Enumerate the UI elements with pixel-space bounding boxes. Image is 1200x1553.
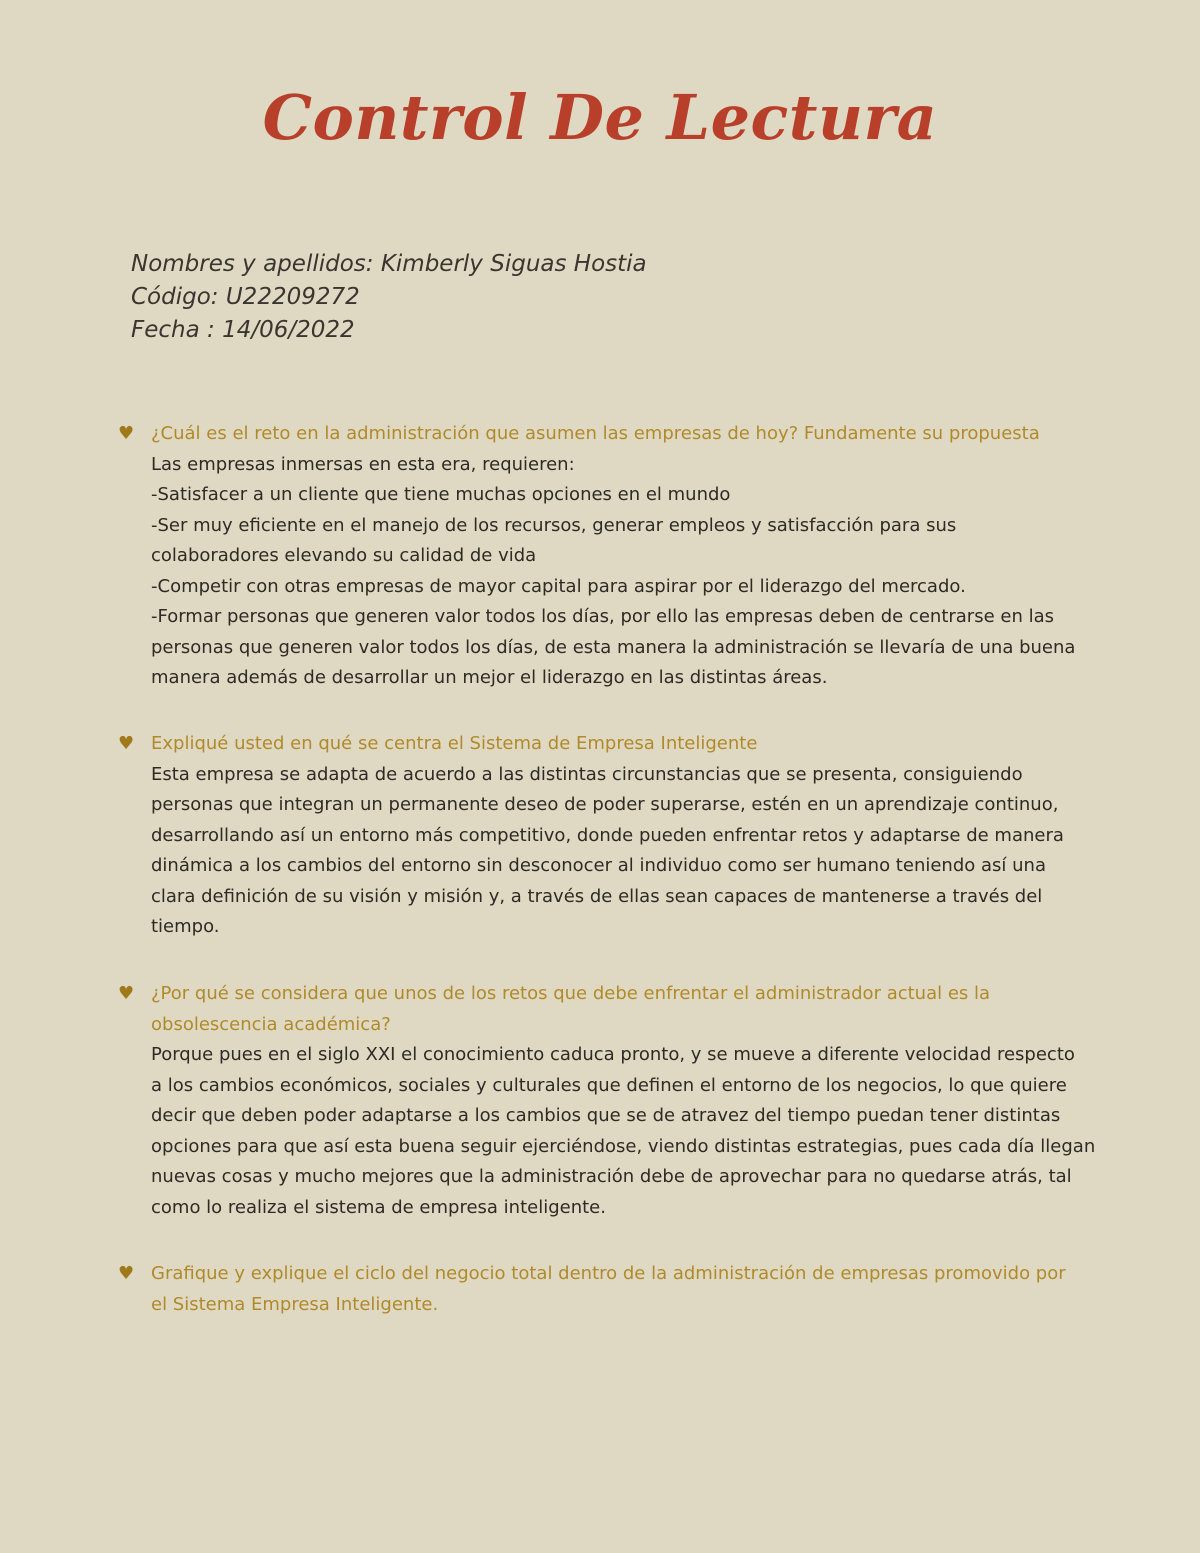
- question-line: ¿Por qué se considera que unos de los retos que debe enfrentar el administrador actual es la: [151, 983, 991, 1004]
- answer-text: [151, 450, 1098, 694]
- page-title: Control De Lectura: [262, 81, 938, 154]
- question-line: Expliqué usted en qué se centra el Sistema de Empresa Inteligente: [151, 733, 758, 754]
- question-section-3: [118, 979, 1098, 1223]
- answer-line: personas que generen valor todos los días, de esta manera la administración se llevaría de una buena: [151, 636, 1076, 658]
- answer-line: clara definición de su visión y misión y, a través de ellas sean capaces de mantenerse a través del: [151, 885, 1043, 907]
- answer-line: -Satisfacer a un cliente que tiene muchas opciones en el mundo: [151, 484, 731, 505]
- heart-bullet-icon: ♥: [118, 423, 135, 444]
- question-line: obsolescencia académica?: [151, 1013, 391, 1035]
- answer-line: -Competir con otras empresas de mayor capital para aspirar por el liderazgo del mercado.: [151, 575, 966, 597]
- answer-line: como lo realiza el sistema de empresa inteligente.: [151, 1196, 606, 1218]
- answer-line: Porque pues en el siglo XXI el conocimiento caduca pronto, y se mueve a diferente velocidad respecto: [151, 1044, 1075, 1065]
- question-line: Grafique y explique el ciclo del negocio total dentro de la administración de empresas promovido por: [151, 1263, 1066, 1284]
- question-text: [151, 979, 1098, 1040]
- heart-bullet-icon: ♥: [118, 1263, 135, 1284]
- answer-line: opciones para que así esta buena seguir ejerciéndose, viendo distintas estrategias, pues cada día llegan: [151, 1135, 1096, 1157]
- heart-bullet-icon: ♥: [118, 733, 135, 754]
- student-code: Código: U22209272: [131, 284, 360, 310]
- answer-text: [151, 760, 1098, 943]
- answer-text: [151, 1040, 1098, 1223]
- answer-line: dinámica a los cambios del entorno sin desconocer al individuo como ser humano teniendo así una: [151, 855, 1046, 876]
- answer-line: -Ser muy eficiente en el manejo de los recursos, generar empleos y satisfacción para sus: [151, 514, 957, 536]
- answer-line: a los cambios económicos, sociales y culturales que definen el entorno de los negocios, lo que quiere: [151, 1074, 1067, 1096]
- question-section-2: [118, 729, 1098, 943]
- student-names: Nombres y apellidos: Kimberly Siguas Hostia: [131, 251, 647, 277]
- question-section-4: [118, 1259, 1098, 1320]
- submission-date: Fecha : 14/06/2022: [131, 317, 355, 343]
- answer-line: nuevas cosas y mucho mejores que la administración debe de aprovechar para no quedarse atrás, tal: [151, 1166, 1072, 1187]
- answer-line: colaboradores elevando su calidad de vida: [151, 545, 537, 566]
- question-text: [151, 729, 1098, 760]
- question-line: ¿Cuál es el reto en la administración que asumen las empresas de hoy? Fundamente su propuesta: [151, 423, 1040, 444]
- answer-line: Las empresas inmersas en esta era, requieren:: [151, 453, 575, 475]
- student-info: [131, 248, 1031, 347]
- answer-line: decir que deben poder adaptarse a los cambios que se de atravez del tiempo puedan tener distintas: [151, 1105, 1061, 1126]
- answer-line: desarrollando así un entorno más competitivo, donde pueden enfrentar retos y adaptarse de manera: [151, 824, 1064, 846]
- answer-line: -Formar personas que generen valor todos los días, por ello las empresas deben de centrarse en las: [151, 606, 1054, 627]
- answer-line: tiempo.: [151, 916, 220, 937]
- answer-line: manera además de desarrollar un mejor el liderazgo en las distintas áreas.: [151, 667, 828, 688]
- answer-line: Esta empresa se adapta de acuerdo a las distintas circunstancias que se presenta, consiguiendo: [151, 763, 1023, 785]
- question-line: el Sistema Empresa Inteligente.: [151, 1293, 439, 1315]
- question-text: [151, 1259, 1098, 1320]
- question-text: [151, 419, 1098, 450]
- heart-bullet-icon: ♥: [118, 983, 135, 1004]
- question-section-1: [118, 419, 1098, 694]
- answer-line: personas que integran un permanente deseo de poder superarse, estén en un aprendizaje continuo,: [151, 794, 1059, 815]
